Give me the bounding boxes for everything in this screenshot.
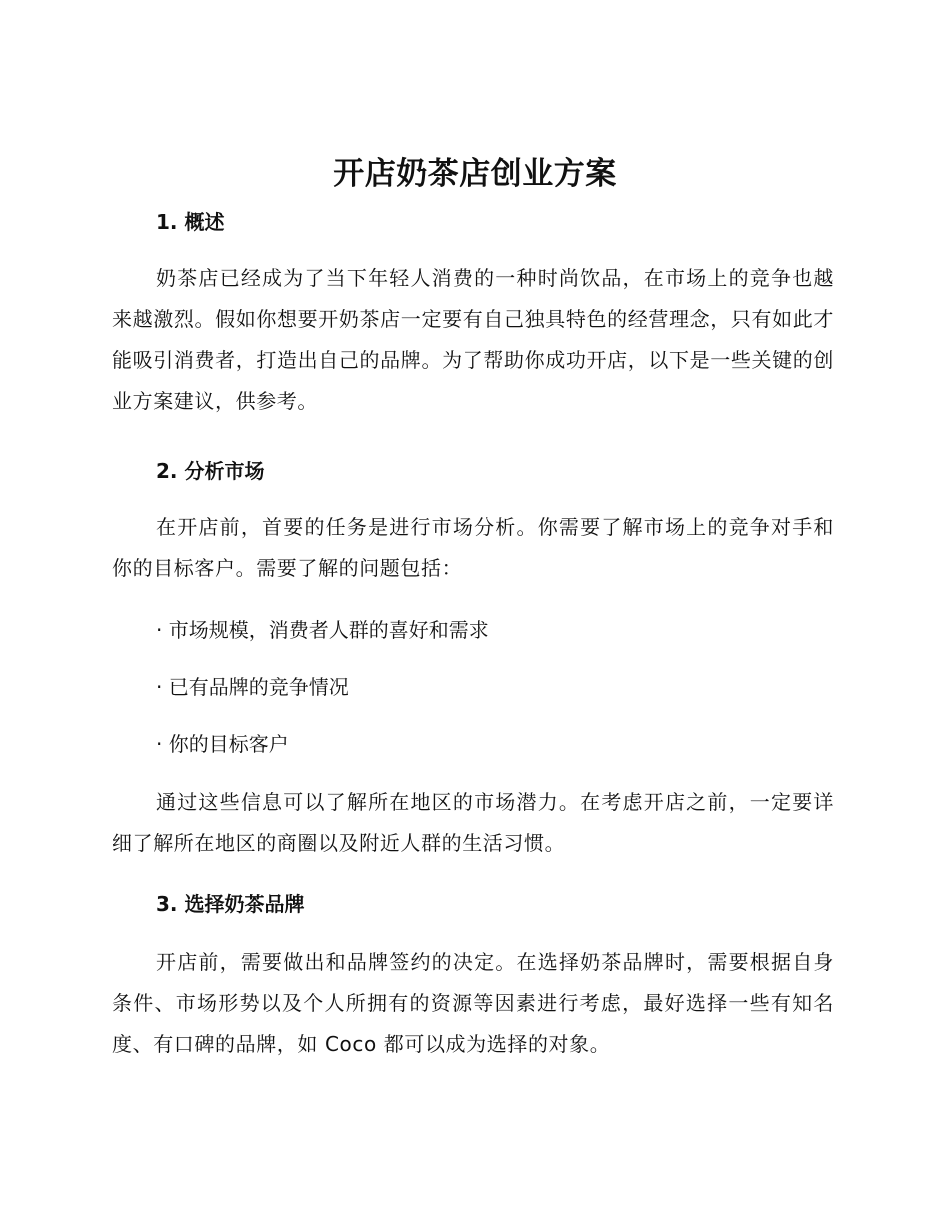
list-item: · 已有品牌的竞争情况 <box>156 675 349 699</box>
list-item: · 你的目标客户 <box>156 732 289 756</box>
list-item: · 市场规模，消费者人群的喜好和需求 <box>156 618 489 642</box>
bullet-list <box>112 614 834 646</box>
paragraph: 奶茶店已经成为了当下年轻人消费的一种时尚饮品，在市场上的竞争也越来越激烈。假如你想要开奶茶店一定要有自己独具特色的经营理念，只有如此才能吸引消费者，打造出自己的品牌。为了帮助你成功开店，以下是一些关键的创业方案建议，供参考。 <box>112 266 834 413</box>
paragraph: 通过这些信息可以了解所在地区的市场潜力。在考虑开店之前，一定要详细了解所在地区的商圈以及附近人群的生活习惯。 <box>112 790 834 855</box>
section-brand-selection <box>112 888 834 920</box>
section-overview-body <box>112 258 834 422</box>
section-market-intro <box>112 507 834 589</box>
section-heading: 3. 选择奶茶品牌 <box>156 892 305 916</box>
section-market-outro <box>112 782 834 864</box>
paragraph: 在开店前，首要的任务是进行市场分析。你需要了解市场上的竞争对手和你的目标客户。需要了解的问题包括： <box>112 515 834 580</box>
section-overview <box>112 206 834 238</box>
section-market-analysis <box>112 455 834 487</box>
bullet-list <box>112 728 834 760</box>
document-title: 开店奶茶店创业方案 <box>333 156 617 192</box>
section-brand-body <box>112 942 834 1065</box>
section-heading: 1. 概述 <box>156 210 225 234</box>
paragraph: 开店前，需要做出和品牌签约的决定。在选择奶茶品牌时，需要根据自身条件、市场形势以及个人所拥有的资源等因素进行考虑，最好选择一些有知名度、有口碑的品牌，如 Coco 都可以成为选择的对象。 <box>112 950 834 1056</box>
section-heading: 2. 分析市场 <box>156 459 265 483</box>
bullet-list <box>112 671 834 703</box>
